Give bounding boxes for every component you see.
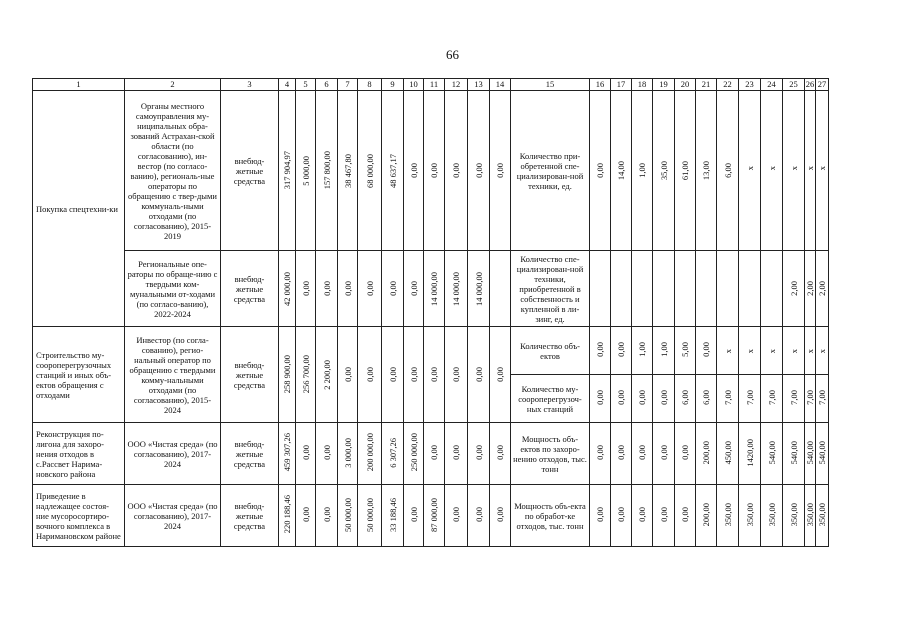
- funding-source: внебюд-жетные средства: [221, 91, 279, 251]
- value-cell: 0,00: [611, 485, 632, 547]
- value-cell: 350,00: [816, 485, 829, 547]
- value-cell: 317 904,97: [279, 91, 296, 251]
- value-cell: 14 000,00: [445, 251, 468, 327]
- value-cell: [696, 251, 717, 327]
- value-cell: 0,00: [338, 251, 358, 327]
- value-cell: [490, 251, 511, 327]
- value-cell: 220 188,46: [279, 485, 296, 547]
- header-cell: 4: [279, 79, 296, 91]
- value-cell: 42 000,00: [279, 251, 296, 327]
- value-cell: 87 000,00: [424, 485, 445, 547]
- executor: Инвестор (по согла-сованию), регио-нальный оператор по обращению с твердыми комму-нальными отходами (по согласованию), 2015-2024: [125, 327, 221, 423]
- value-cell: x: [783, 327, 805, 375]
- value-cell: 6,00: [675, 375, 696, 423]
- value-cell: 0,00: [445, 91, 468, 251]
- value-cell: 48 637,17: [382, 91, 404, 251]
- value-cell: 350,00: [783, 485, 805, 547]
- value-cell: 540,00: [805, 423, 816, 485]
- header-cell: 14: [490, 79, 511, 91]
- header-cell: 3: [221, 79, 279, 91]
- value-cell: x: [717, 327, 739, 375]
- value-cell: [739, 251, 761, 327]
- value-cell: 0,00: [590, 327, 611, 375]
- value-cell: 7,00: [805, 375, 816, 423]
- value-cell: 450,00: [717, 423, 739, 485]
- value-cell: [632, 251, 653, 327]
- header-cell: 20: [675, 79, 696, 91]
- value-cell: 7,00: [739, 375, 761, 423]
- funding-source: внебюд-жетные средства: [221, 251, 279, 327]
- value-cell: 7,00: [783, 375, 805, 423]
- header-cell: 6: [316, 79, 338, 91]
- value-cell: 0,00: [404, 251, 424, 327]
- value-cell: 38 467,80: [338, 91, 358, 251]
- value-cell: 0,00: [590, 485, 611, 547]
- value-cell: 0,00: [424, 423, 445, 485]
- value-cell: 5 000,00: [296, 91, 316, 251]
- indicator-name: Мощность объ-ектов по захоро-нению отходов, тыс. тонн: [511, 423, 590, 485]
- value-cell: 200,00: [696, 485, 717, 547]
- value-cell: x: [805, 327, 816, 375]
- value-cell: 0,00: [490, 91, 511, 251]
- header-cell: 1: [33, 79, 125, 91]
- value-cell: 350,00: [739, 485, 761, 547]
- value-cell: 1,00: [653, 327, 675, 375]
- value-cell: 540,00: [783, 423, 805, 485]
- value-cell: 0,00: [653, 485, 675, 547]
- value-cell: 0,00: [404, 485, 424, 547]
- value-cell: 0,00: [338, 327, 358, 423]
- value-cell: 14,00: [611, 91, 632, 251]
- value-cell: 6,00: [696, 375, 717, 423]
- value-cell: 0,00: [468, 423, 490, 485]
- value-cell: 256 700,00: [296, 327, 316, 423]
- value-cell: 1,00: [632, 91, 653, 251]
- header-cell: 19: [653, 79, 675, 91]
- value-cell: 459 307,26: [279, 423, 296, 485]
- indicator-name: Количество при-обретенной спе-циализирован-ной техники, ед.: [511, 91, 590, 251]
- value-cell: 0,00: [675, 423, 696, 485]
- header-cell: 9: [382, 79, 404, 91]
- indicator-name: Количество объ-ектов: [511, 327, 590, 375]
- value-cell: 2,00: [816, 251, 829, 327]
- value-cell: 0,00: [468, 91, 490, 251]
- value-cell: [717, 251, 739, 327]
- value-cell: 258 900,00: [279, 327, 296, 423]
- value-cell: 0,00: [468, 485, 490, 547]
- measure-name: Строительство му-соороперегрузочных станций и иных объ-ектов обращения с отходами: [33, 327, 125, 423]
- value-cell: 14 000,00: [424, 251, 445, 327]
- indicator-name: Мощность объ-екта по обработ-ке отходов, тыс. тонн: [511, 485, 590, 547]
- header-cell: 17: [611, 79, 632, 91]
- value-cell: 540,00: [816, 423, 829, 485]
- header-cell: 25: [783, 79, 805, 91]
- header-cell: 10: [404, 79, 424, 91]
- value-cell: 2,00: [805, 251, 816, 327]
- value-cell: 13,00: [696, 91, 717, 251]
- value-cell: 0,00: [590, 375, 611, 423]
- value-cell: 0,00: [653, 375, 675, 423]
- value-cell: [761, 251, 783, 327]
- value-cell: 0,00: [404, 327, 424, 423]
- value-cell: 50 000,00: [338, 485, 358, 547]
- header-cell: 8: [358, 79, 382, 91]
- value-cell: 0,00: [358, 327, 382, 423]
- value-cell: 0,00: [653, 423, 675, 485]
- value-cell: 0,00: [632, 375, 653, 423]
- value-cell: x: [783, 91, 805, 251]
- value-cell: 0,00: [611, 423, 632, 485]
- value-cell: 68 000,00: [358, 91, 382, 251]
- value-cell: x: [805, 91, 816, 251]
- value-cell: 7,00: [717, 375, 739, 423]
- value-cell: 2 200,00: [316, 327, 338, 423]
- value-cell: 200 000,00: [358, 423, 382, 485]
- header-cell: 27: [816, 79, 829, 91]
- value-cell: 250 000,00: [404, 423, 424, 485]
- executor: ООО «Чистая среда» (по согласованию), 2017-2024: [125, 485, 221, 547]
- funding-source: внебюд-жетные средства: [221, 327, 279, 423]
- value-cell: [653, 251, 675, 327]
- value-cell: 0,00: [632, 423, 653, 485]
- header-cell: 13: [468, 79, 490, 91]
- value-cell: x: [816, 327, 829, 375]
- executor: ООО «Чистая среда» (по согласованию), 2017-2024: [125, 423, 221, 485]
- header-cell: 26: [805, 79, 815, 89]
- measure-name: Реконструкция по-лигона для захоро-нения отходов в с.Рассвет Нарима-новского района: [33, 423, 125, 485]
- value-cell: 540,00: [761, 423, 783, 485]
- value-cell: 0,00: [675, 485, 696, 547]
- value-cell: 0,00: [424, 327, 445, 423]
- value-cell: x: [739, 327, 761, 375]
- funding-source: внебюд-жетные средства: [221, 423, 279, 485]
- value-cell: 0,00: [611, 327, 632, 375]
- value-cell: 61,00: [675, 91, 696, 251]
- value-cell: 6 307,26: [382, 423, 404, 485]
- value-cell: 0,00: [316, 485, 338, 547]
- value-cell: x: [761, 91, 783, 251]
- value-cell: 0,00: [445, 423, 468, 485]
- funding-source: внебюд-жетные средства: [221, 485, 279, 547]
- value-cell: 5,00: [675, 327, 696, 375]
- header-cell: 11: [424, 79, 445, 91]
- value-cell: 14 000,00: [468, 251, 490, 327]
- header-cell: 21: [696, 79, 717, 91]
- indicator-name: Количество му-соороперегрузоч-ных станций: [511, 375, 590, 423]
- value-cell: 0,00: [696, 327, 717, 375]
- value-cell: 0,00: [382, 327, 404, 423]
- value-cell: 0,00: [490, 327, 511, 423]
- header-cell: 7: [338, 79, 358, 91]
- value-cell: 0,00: [590, 423, 611, 485]
- header-cell: 16: [590, 79, 611, 91]
- header-cell: 24: [761, 79, 783, 91]
- measure-name: Покупка спецтехни-ки: [33, 91, 125, 327]
- value-cell: 1,00: [632, 327, 653, 375]
- header-cell: 5: [296, 79, 316, 91]
- value-cell: 0,00: [316, 423, 338, 485]
- program-table: [32, 78, 829, 547]
- value-cell: 0,00: [382, 251, 404, 327]
- value-cell: 0,00: [445, 485, 468, 547]
- indicator-name: Количество спе-циализирован-ной техники, приобретенной в собственность и купленной в ли-зинг, ед.: [511, 251, 590, 327]
- value-cell: 7,00: [816, 375, 829, 423]
- header-cell: 22: [717, 79, 739, 91]
- value-cell: 2,00: [783, 251, 805, 327]
- value-cell: 350,00: [761, 485, 783, 547]
- header-cell: 15: [511, 79, 590, 91]
- measure-name: Приведение в надлежащее состоя-ние мусоросортиро-вочного комплекса в Наримановском районе: [33, 485, 125, 547]
- header-cell: 12: [445, 79, 468, 91]
- value-cell: 6,00: [717, 91, 739, 251]
- header-cell: 23: [739, 79, 761, 91]
- value-cell: 0,00: [490, 423, 511, 485]
- header-cell: 2: [125, 79, 221, 91]
- value-cell: 0,00: [296, 251, 316, 327]
- value-cell: 350,00: [717, 485, 739, 547]
- value-cell: [675, 251, 696, 327]
- value-cell: 0,00: [611, 375, 632, 423]
- value-cell: 1420,00: [739, 423, 761, 485]
- value-cell: 200,00: [696, 423, 717, 485]
- value-cell: 0,00: [424, 91, 445, 251]
- value-cell: 50 000,00: [358, 485, 382, 547]
- page-number: 66: [446, 47, 459, 62]
- value-cell: 0,00: [296, 423, 316, 485]
- value-cell: [611, 251, 632, 327]
- value-cell: x: [739, 91, 761, 251]
- value-cell: 33 188,46: [382, 485, 404, 547]
- value-cell: 0,00: [404, 91, 424, 251]
- value-cell: 0,00: [358, 251, 382, 327]
- value-cell: 35,00: [653, 91, 675, 251]
- value-cell: 0,00: [445, 327, 468, 423]
- value-cell: x: [816, 91, 829, 251]
- value-cell: 0,00: [468, 327, 490, 423]
- value-cell: 0,00: [632, 485, 653, 547]
- executor: Региональные опе-раторы по обраще-нию с твердыми ком-мунальными от-ходами (по согласо-ванию), 2022-2024: [125, 251, 221, 327]
- value-cell: 350,00: [805, 485, 816, 547]
- executor: Органы местного самоуправления му-ниципальных обра-зований Астрахан-ской области (по согласованию), ин-вестор (по согласо-ванию), региональ-ные операторы по обращению с твер-дыми коммуналь-ными отходами (по согласованию), 2015-2019: [125, 91, 221, 251]
- value-cell: [590, 251, 611, 327]
- value-cell: 0,00: [590, 91, 611, 251]
- header-cell: 18: [632, 79, 653, 91]
- value-cell: x: [761, 327, 783, 375]
- value-cell: 3 000,00: [338, 423, 358, 485]
- value-cell: 7,00: [761, 375, 783, 423]
- value-cell: 0,00: [490, 485, 511, 547]
- value-cell: 157 800,00: [316, 91, 338, 251]
- value-cell: 0,00: [296, 485, 316, 547]
- value-cell: 0,00: [316, 251, 338, 327]
